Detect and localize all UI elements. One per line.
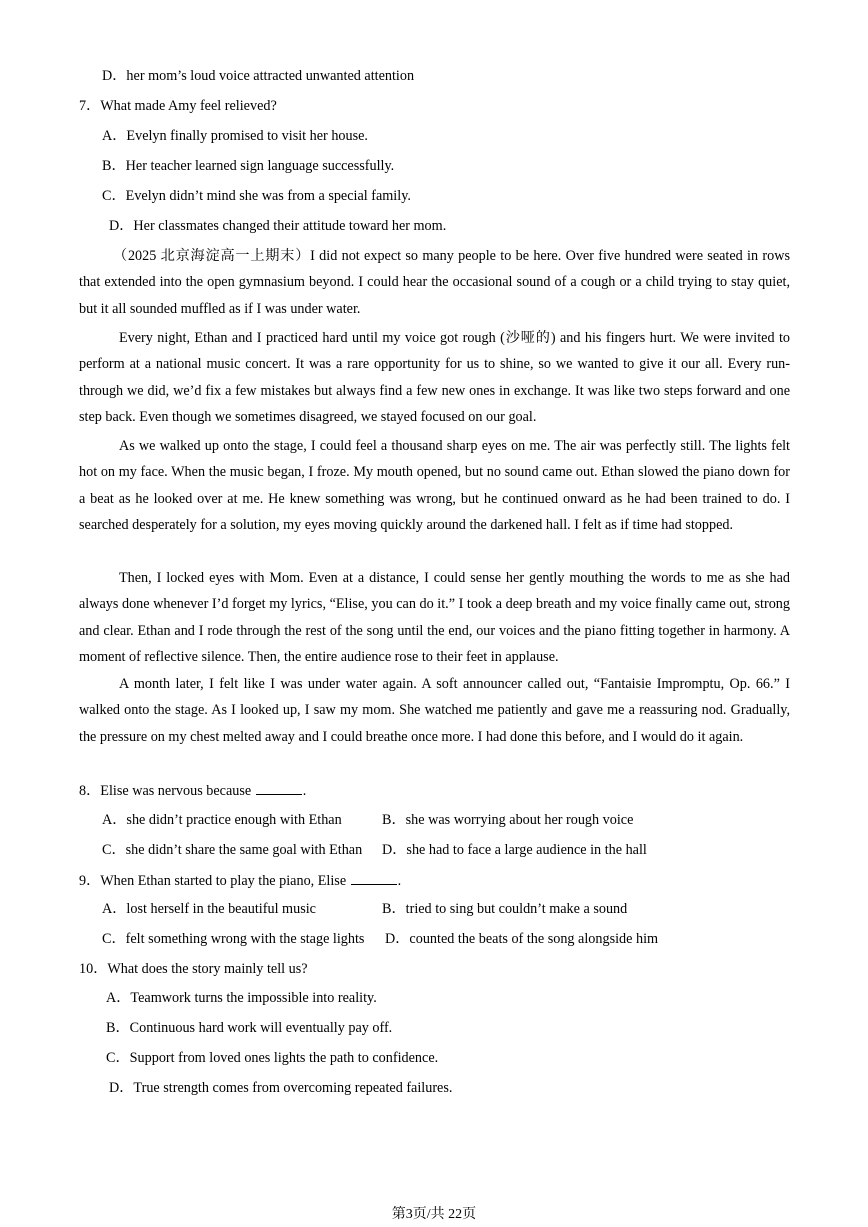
question-9-option-a: A．lost herself in the beautiful music	[102, 901, 316, 917]
question-8-stem	[79, 780, 306, 801]
passage-paragraph-2: Every night, Ethan and I practiced hard until my voice got rough (沙哑的) and his fingers hurt. We were invited to perform at a national music concert. It was a rare opportunity for us to shine, so we wanted to give it our all. Every run-through we did, we’d fix a few mistakes but always find a few new ones in exchange. It was like two steps forward and one step back. Even though we sometimes disagreed, we stayed focused on our goal.	[79, 330, 790, 426]
passage-paragraph-1: （2025 北京海淀高一上期末）I did not expect so many people to be here. Over five hundred were seated in rows that extended into the open gymnasium beyond. I could hear the occasional sound of a cough or a child trying to stay quiet, but it all sounded muffled as if I was under water.	[79, 248, 790, 317]
page-footer: 第3页/共 22页	[391, 1207, 477, 1222]
question-7-stem: 7．What made Amy feel relieved?	[79, 98, 277, 114]
question-8-stem-text: 8．Elise was nervous because	[79, 783, 252, 799]
passage-paragraph-3: As we walked up onto the stage, I could feel a thousand sharp eyes on me. The air was perfectly still. The lights felt hot on my face. When the music began, I froze. My mouth opened, but no sound came out. Ethan slowed the piano down for a beat as he looked over at me. He knew something was wrong, but he continued onward as he had been trained to do. I searched desperately for a solution, my eyes moving quickly around the darkened hall. I felt as if time had stopped.	[79, 438, 790, 534]
question-10-option-b: B．Continuous hard work will eventually pay off.	[106, 1020, 393, 1036]
question-8-option-d: D．she had to face a large audience in the hall	[382, 842, 647, 858]
question-7-option-a: A．Evelyn finally promised to visit her house.	[102, 128, 368, 144]
question-10-option-c: C．Support from loved ones lights the path to confidence.	[106, 1050, 439, 1066]
answer-blank	[351, 870, 397, 885]
question-10-option-d: D．True strength comes from overcoming repeated failures.	[109, 1080, 453, 1096]
passage-paragraph-5: A month later, I felt like I was under water again. A soft announcer called out, “Fantaisie Impromptu, Op. 66.” I walked onto the stage. As I looked up, I saw my mom. She watched me patiently and gave me a reassuring nod. Gradually, the pressure on my chest melted away and I could breathe once more. I had done this before, and I would do it again.	[79, 676, 790, 745]
passage-paragraph-4: Then, I locked eyes with Mom. Even at a distance, I could sense her gently mouthing the words to me as she had always done whenever I’d forget my lyrics, “Elise, you can do it.” I took a deep breath and my voice finally came out, strong and clear. Ethan and I rode through the rest of the song until the end, our voices and the piano fitting together in harmony. A moment of reflective silence. Then, the entire audience rose to their feet in applause.	[79, 570, 790, 666]
question-10-stem: 10．What does the story mainly tell us?	[79, 961, 308, 977]
question-9-stem-end: .	[397, 873, 402, 889]
answer-blank	[256, 780, 302, 795]
question-7-option-c: C．Evelyn didn’t mind she was from a special family.	[102, 188, 411, 204]
question-7-option-b: B．Her teacher learned sign language successfully.	[102, 158, 395, 174]
question-9-stem-text: 9．When Ethan started to play the piano, Elise	[79, 873, 347, 889]
question-9-option-b: B．tried to sing but couldn’t make a sound	[382, 901, 628, 917]
question-6-option-d: D．her mom’s loud voice attracted unwanted attention	[102, 68, 415, 84]
question-9-option-c: C．felt something wrong with the stage lights	[102, 931, 365, 947]
question-8-option-c: C．she didn’t share the same goal with Ethan	[102, 842, 363, 858]
question-8-option-b: B．she was worrying about her rough voice	[382, 812, 634, 828]
question-8-stem-end: .	[302, 783, 307, 799]
question-10-option-a: A．Teamwork turns the impossible into reality.	[106, 990, 377, 1006]
question-9-option-d: D．counted the beats of the song alongside him	[385, 931, 659, 947]
question-9-stem	[79, 870, 401, 891]
question-8-option-a: A．she didn’t practice enough with Ethan	[102, 812, 342, 828]
question-7-option-d: D．Her classmates changed their attitude toward her mom.	[109, 218, 447, 234]
